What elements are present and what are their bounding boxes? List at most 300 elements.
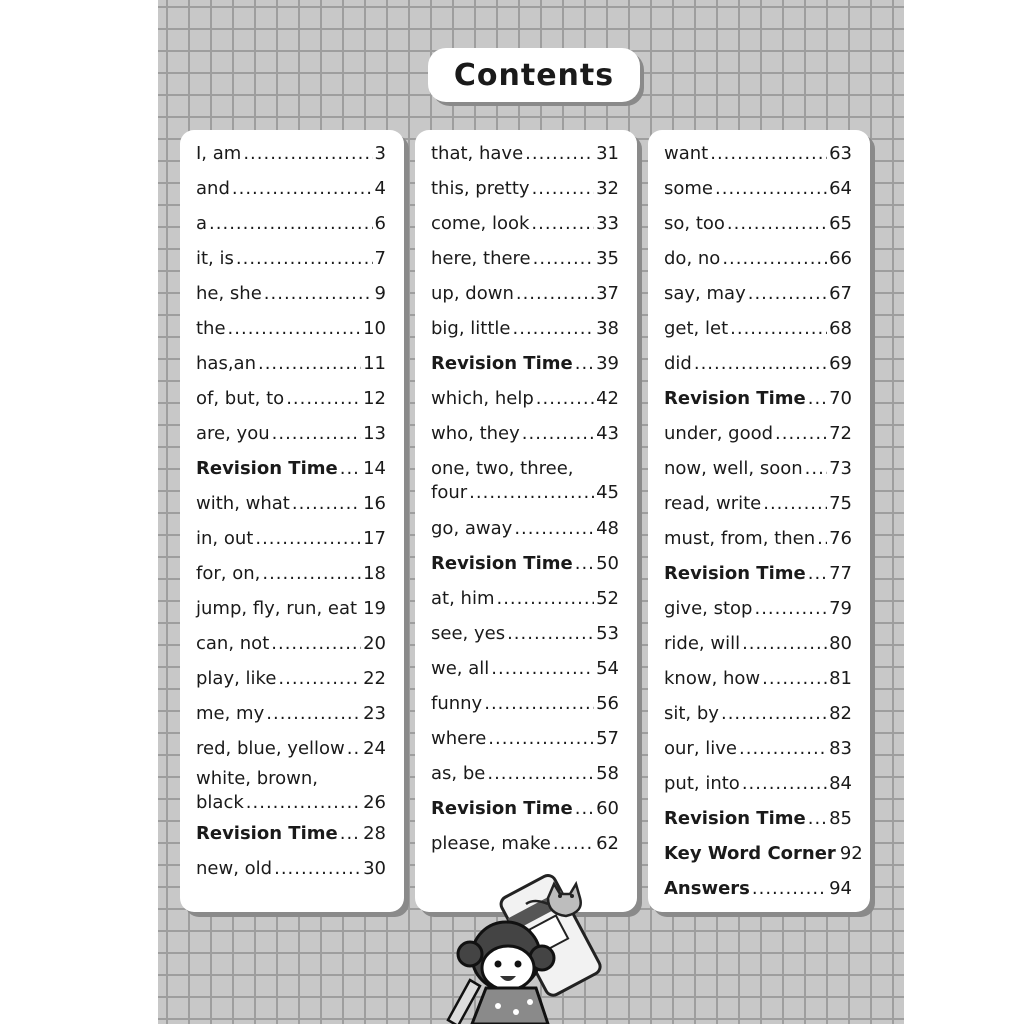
toc-entry-page: 50 bbox=[596, 553, 619, 574]
toc-entry[interactable] bbox=[664, 632, 852, 656]
toc-entry-label: get, let bbox=[664, 318, 729, 339]
toc-entry-label: our, live bbox=[664, 738, 737, 759]
dot-leader bbox=[258, 352, 361, 376]
toc-entry-page: 66 bbox=[829, 248, 852, 269]
toc-entry[interactable] bbox=[664, 352, 852, 376]
toc-entry-row bbox=[431, 622, 619, 646]
toc-entry[interactable] bbox=[196, 597, 386, 621]
toc-entry-page: 18 bbox=[363, 563, 386, 584]
dot-leader bbox=[271, 632, 361, 656]
toc-entry-page: 37 bbox=[596, 283, 619, 304]
toc-entry-page: 56 bbox=[596, 693, 619, 714]
toc-entry[interactable] bbox=[431, 457, 619, 505]
toc-entry-label: Revision Time bbox=[664, 808, 806, 829]
toc-entry-page: 31 bbox=[596, 143, 619, 164]
toc-entry[interactable] bbox=[664, 387, 852, 411]
toc-entry-label: of, but, to bbox=[196, 388, 285, 409]
toc-entry-label: this, pretty bbox=[431, 178, 530, 199]
toc-entry-label: please, make bbox=[431, 833, 551, 854]
toc-entry-page: 33 bbox=[596, 213, 619, 234]
toc-entry-row bbox=[196, 247, 386, 271]
dot-leader bbox=[808, 562, 827, 586]
toc-entry-label: some bbox=[664, 178, 713, 199]
dot-leader bbox=[507, 622, 594, 646]
dot-leader bbox=[752, 877, 827, 901]
toc-entry-label: are, you bbox=[196, 423, 270, 444]
toc-entry-row bbox=[431, 177, 619, 201]
contents-column-2 bbox=[415, 130, 637, 912]
dot-leader bbox=[255, 527, 361, 551]
dot-leader bbox=[209, 212, 373, 236]
dot-leader bbox=[742, 632, 827, 656]
toc-entry-page: 58 bbox=[596, 763, 619, 784]
dot-leader bbox=[487, 762, 594, 786]
toc-entry-label: must, from, then bbox=[664, 528, 816, 549]
toc-entry-page: 80 bbox=[829, 633, 852, 654]
toc-entry[interactable] bbox=[431, 177, 619, 201]
toc-entry-row bbox=[196, 737, 386, 761]
dot-leader bbox=[805, 457, 827, 481]
toc-entry-row bbox=[196, 791, 386, 815]
toc-entry-row bbox=[664, 492, 852, 516]
dot-leader bbox=[817, 527, 827, 551]
toc-entry-label: as, be bbox=[431, 763, 486, 784]
dot-leader bbox=[532, 177, 595, 201]
dot-leader bbox=[575, 797, 594, 821]
toc-entry-page: 76 bbox=[829, 528, 852, 549]
toc-entry[interactable] bbox=[664, 702, 852, 726]
toc-entry-page: 57 bbox=[596, 728, 619, 749]
dot-leader bbox=[514, 517, 594, 541]
dot-leader bbox=[808, 387, 827, 411]
toc-entry[interactable] bbox=[196, 767, 386, 815]
toc-entry-row bbox=[431, 727, 619, 751]
toc-entry-row bbox=[196, 212, 386, 236]
dot-leader bbox=[278, 667, 361, 691]
toc-entry[interactable] bbox=[196, 177, 386, 201]
toc-entry-page: 19 bbox=[363, 598, 386, 619]
toc-entry-label: a bbox=[196, 213, 208, 234]
toc-entry-page: 16 bbox=[363, 493, 386, 514]
toc-entry-page: 24 bbox=[363, 738, 386, 759]
toc-entry[interactable] bbox=[431, 622, 619, 646]
toc-entry-row bbox=[664, 667, 852, 691]
toc-entry-label: black bbox=[196, 792, 244, 813]
toc-entry[interactable] bbox=[664, 212, 852, 236]
girl-with-crayon-and-cat-icon bbox=[440, 860, 640, 1024]
toc-entry-page: 28 bbox=[363, 823, 386, 844]
dot-leader bbox=[715, 177, 827, 201]
toc-entry-row bbox=[431, 552, 619, 576]
toc-entry-page: 77 bbox=[829, 563, 852, 584]
toc-entry-page: 9 bbox=[374, 283, 386, 304]
toc-entry-label: jump, fly, run, eat bbox=[196, 598, 358, 619]
toc-entry-row bbox=[196, 562, 386, 586]
dot-leader bbox=[775, 422, 827, 446]
toc-entry-row bbox=[431, 422, 619, 446]
dot-leader bbox=[491, 657, 594, 681]
toc-entry-row bbox=[431, 142, 619, 166]
toc-entry[interactable] bbox=[431, 247, 619, 271]
dot-leader bbox=[292, 492, 361, 516]
toc-entry[interactable] bbox=[196, 387, 386, 411]
toc-entry-label: for, on, bbox=[196, 563, 261, 584]
toc-entry-label: now, well, soon bbox=[664, 458, 803, 479]
toc-entry-row bbox=[196, 142, 386, 166]
toc-entry-label: red, blue, yellow bbox=[196, 738, 345, 759]
toc-entry-row bbox=[664, 177, 852, 201]
toc-entry-page: 94 bbox=[829, 878, 852, 899]
toc-entry-label: give, stop bbox=[664, 598, 753, 619]
dot-leader bbox=[522, 422, 594, 446]
dot-leader bbox=[359, 597, 361, 621]
toc-entry-row bbox=[664, 877, 852, 901]
toc-entry[interactable] bbox=[196, 527, 386, 551]
toc-entry-label: Revision Time bbox=[196, 823, 338, 844]
toc-entry-page: 4 bbox=[374, 178, 386, 199]
toc-entry-row bbox=[664, 702, 852, 726]
toc-entry-label: where bbox=[431, 728, 487, 749]
toc-entry[interactable] bbox=[196, 632, 386, 656]
toc-entry-row bbox=[196, 702, 386, 726]
toc-entry-row bbox=[196, 422, 386, 446]
toc-entry-page: 11 bbox=[363, 353, 386, 374]
toc-entry-label: do, no bbox=[664, 248, 721, 269]
toc-entry-row bbox=[431, 247, 619, 271]
toc-entry-row bbox=[664, 807, 852, 831]
toc-entry-page: 75 bbox=[829, 493, 852, 514]
toc-entry[interactable] bbox=[196, 142, 386, 166]
toc-entry-label: read, write bbox=[664, 493, 762, 514]
dot-leader bbox=[525, 142, 594, 166]
toc-entry-label: up, down bbox=[431, 283, 514, 304]
toc-entry-page: 60 bbox=[596, 798, 619, 819]
toc-entry[interactable] bbox=[431, 657, 619, 681]
toc-entry-row bbox=[664, 142, 852, 166]
toc-entry[interactable] bbox=[664, 317, 852, 341]
toc-entry[interactable] bbox=[431, 142, 619, 166]
toc-entry-page: 63 bbox=[829, 143, 852, 164]
toc-entry-page: 62 bbox=[596, 833, 619, 854]
toc-entry-label: I, am bbox=[196, 143, 242, 164]
toc-entry-label: Revision Time bbox=[431, 553, 573, 574]
toc-entry-label: Revision Time bbox=[664, 563, 806, 584]
toc-entry-row bbox=[431, 387, 619, 411]
toc-entry-row bbox=[664, 282, 852, 306]
toc-entry-page: 20 bbox=[363, 633, 386, 654]
toc-entry-row bbox=[664, 352, 852, 376]
toc-entry-label: Key Word Corner bbox=[664, 843, 836, 864]
toc-entry-row bbox=[664, 597, 852, 621]
toc-entry-row bbox=[664, 212, 852, 236]
toc-entry-row bbox=[431, 692, 619, 716]
dot-leader bbox=[340, 822, 361, 846]
toc-entry[interactable] bbox=[196, 247, 386, 271]
dot-leader bbox=[742, 772, 827, 796]
toc-entry-page: 72 bbox=[829, 423, 852, 444]
toc-entry-page: 69 bbox=[829, 353, 852, 374]
toc-entry-row bbox=[664, 562, 852, 586]
toc-entry-page: 39 bbox=[596, 353, 619, 374]
toc-entry-label: Answers bbox=[664, 878, 750, 899]
toc-entry[interactable] bbox=[664, 527, 852, 551]
dot-leader bbox=[347, 737, 361, 761]
toc-entry-row bbox=[196, 282, 386, 306]
toc-entry-label: under, good bbox=[664, 423, 774, 444]
toc-entry[interactable] bbox=[196, 457, 386, 481]
toc-entry-page: 73 bbox=[829, 458, 852, 479]
toc-entry-label: at, him bbox=[431, 588, 495, 609]
toc-entry-page: 84 bbox=[829, 773, 852, 794]
toc-entry[interactable] bbox=[664, 282, 852, 306]
toc-entry-row bbox=[664, 422, 852, 446]
toc-entry-row bbox=[196, 822, 386, 846]
toc-entry-row bbox=[664, 247, 852, 271]
dot-leader bbox=[748, 282, 827, 306]
dot-leader bbox=[513, 317, 595, 341]
toc-entry-label: know, how bbox=[664, 668, 761, 689]
toc-entry-row bbox=[196, 667, 386, 691]
toc-entry-row bbox=[196, 492, 386, 516]
toc-entry[interactable] bbox=[431, 832, 619, 856]
toc-entry-row bbox=[196, 857, 386, 881]
toc-entry-label: Revision Time bbox=[664, 388, 806, 409]
dot-leader bbox=[484, 692, 594, 716]
toc-entry[interactable] bbox=[431, 762, 619, 786]
toc-entry-page: 42 bbox=[596, 388, 619, 409]
dot-leader bbox=[488, 727, 594, 751]
toc-entry-page: 6 bbox=[374, 213, 386, 234]
toc-entry[interactable] bbox=[196, 702, 386, 726]
dot-leader bbox=[243, 142, 372, 166]
toc-entry-page: 35 bbox=[596, 248, 619, 269]
dot-leader bbox=[469, 481, 594, 505]
toc-entry-page: 53 bbox=[596, 623, 619, 644]
toc-entry-row bbox=[664, 317, 852, 341]
toc-entry-label: Revision Time bbox=[431, 798, 573, 819]
toc-entry[interactable] bbox=[196, 212, 386, 236]
dot-leader bbox=[694, 352, 827, 376]
toc-entry-page: 45 bbox=[596, 482, 619, 503]
dot-leader bbox=[236, 247, 373, 271]
toc-entry-row bbox=[196, 632, 386, 656]
toc-entry-label: see, yes bbox=[431, 623, 506, 644]
dot-leader bbox=[721, 702, 827, 726]
toc-entry-page: 52 bbox=[596, 588, 619, 609]
toc-entry[interactable] bbox=[664, 667, 852, 691]
toc-entry-page: 30 bbox=[363, 858, 386, 879]
dot-leader bbox=[531, 212, 594, 236]
toc-entry-label: the bbox=[196, 318, 226, 339]
toc-entry[interactable] bbox=[196, 667, 386, 691]
toc-entry[interactable] bbox=[664, 457, 852, 481]
toc-entry-page: 14 bbox=[363, 458, 386, 479]
toc-entry-label: in, out bbox=[196, 528, 254, 549]
toc-entry[interactable] bbox=[664, 737, 852, 761]
toc-entry-page: 10 bbox=[363, 318, 386, 339]
toc-entry-page: 85 bbox=[829, 808, 852, 829]
toc-entry-page: 83 bbox=[829, 738, 852, 759]
toc-entry[interactable] bbox=[431, 517, 619, 541]
toc-entry-page: 13 bbox=[363, 423, 386, 444]
toc-entry[interactable] bbox=[664, 142, 852, 166]
toc-entry[interactable] bbox=[431, 352, 619, 376]
toc-entry-label: me, my bbox=[196, 703, 265, 724]
dot-leader bbox=[575, 352, 594, 376]
toc-entry-label: new, old bbox=[196, 858, 273, 879]
dot-leader bbox=[286, 387, 361, 411]
toc-entry[interactable] bbox=[431, 587, 619, 611]
toc-entry-label: he, she bbox=[196, 283, 262, 304]
toc-entry-label: funny bbox=[431, 693, 483, 714]
toc-entry-row bbox=[431, 587, 619, 611]
toc-entry-row bbox=[664, 842, 863, 866]
toc-entry[interactable] bbox=[664, 247, 852, 271]
toc-entry-row bbox=[664, 527, 852, 551]
toc-entry-page: 43 bbox=[596, 423, 619, 444]
page-title: Contents bbox=[453, 57, 615, 93]
toc-entry-page: 32 bbox=[596, 178, 619, 199]
toc-entry-label: four bbox=[431, 482, 468, 503]
dot-leader bbox=[808, 807, 827, 831]
toc-entry[interactable] bbox=[664, 492, 852, 516]
toc-entry-page: 3 bbox=[374, 143, 386, 164]
dot-leader bbox=[246, 791, 361, 815]
toc-entry[interactable] bbox=[664, 772, 852, 796]
toc-entry[interactable] bbox=[664, 177, 852, 201]
toc-entry[interactable] bbox=[431, 282, 619, 306]
toc-entry-row bbox=[431, 282, 619, 306]
toc-entry-row bbox=[664, 737, 852, 761]
toc-entry[interactable] bbox=[431, 317, 619, 341]
toc-entry[interactable] bbox=[196, 282, 386, 306]
toc-entry[interactable] bbox=[431, 692, 619, 716]
toc-entry-row bbox=[664, 387, 852, 411]
toc-entry-page: 79 bbox=[829, 598, 852, 619]
toc-entry-label: so, too bbox=[664, 213, 725, 234]
toc-entry-page: 38 bbox=[596, 318, 619, 339]
toc-entry-row bbox=[431, 832, 619, 856]
dot-leader bbox=[272, 422, 361, 446]
dot-leader bbox=[727, 212, 827, 236]
toc-entry[interactable] bbox=[664, 597, 852, 621]
title-banner bbox=[428, 48, 640, 102]
toc-entry-row bbox=[431, 657, 619, 681]
toc-entry-label: who, they bbox=[431, 423, 520, 444]
toc-entry-row bbox=[196, 597, 386, 621]
dot-leader bbox=[340, 457, 361, 481]
dot-leader bbox=[228, 317, 362, 341]
toc-entry[interactable] bbox=[196, 317, 386, 341]
dot-leader bbox=[763, 492, 827, 516]
toc-entry[interactable] bbox=[664, 422, 852, 446]
toc-entry-row bbox=[664, 632, 852, 656]
toc-entry[interactable] bbox=[431, 212, 619, 236]
toc-entry[interactable] bbox=[664, 807, 852, 831]
toc-entry[interactable] bbox=[431, 387, 619, 411]
toc-entry-page: 81 bbox=[829, 668, 852, 689]
toc-entry-page: 64 bbox=[829, 178, 852, 199]
dot-leader bbox=[266, 702, 361, 726]
toc-entry[interactable] bbox=[196, 562, 386, 586]
dot-leader bbox=[710, 142, 827, 166]
contents-column-1 bbox=[180, 130, 404, 912]
toc-entry-row bbox=[431, 517, 619, 541]
toc-entry-label: can, not bbox=[196, 633, 270, 654]
toc-entry-row bbox=[196, 352, 386, 376]
toc-entry[interactable] bbox=[196, 857, 386, 881]
toc-entry[interactable] bbox=[196, 737, 386, 761]
dot-leader bbox=[730, 317, 827, 341]
toc-entry[interactable] bbox=[431, 727, 619, 751]
toc-entry[interactable] bbox=[664, 842, 863, 866]
toc-entry[interactable] bbox=[196, 352, 386, 376]
toc-entry-label: which, help bbox=[431, 388, 534, 409]
toc-entry[interactable] bbox=[431, 797, 619, 821]
toc-entry-row bbox=[196, 387, 386, 411]
toc-entry-page: 26 bbox=[363, 792, 386, 813]
toc-entry-row bbox=[431, 762, 619, 786]
toc-entry-label: with, what bbox=[196, 493, 290, 514]
toc-entry-row bbox=[431, 212, 619, 236]
toc-entry-label: big, little bbox=[431, 318, 511, 339]
toc-entry-label-line1: one, two, three, bbox=[431, 458, 574, 479]
dot-leader bbox=[496, 587, 594, 611]
dot-leader bbox=[762, 667, 827, 691]
toc-entry-label: want bbox=[664, 143, 709, 164]
toc-entry-row bbox=[431, 317, 619, 341]
toc-entry-page: 48 bbox=[596, 518, 619, 539]
toc-entry[interactable] bbox=[196, 492, 386, 516]
toc-entry-page: 17 bbox=[363, 528, 386, 549]
toc-entry-page: 70 bbox=[829, 388, 852, 409]
toc-entry[interactable] bbox=[196, 822, 386, 846]
toc-entry[interactable] bbox=[196, 422, 386, 446]
toc-entry-label: put, into bbox=[664, 773, 740, 794]
toc-entry-page: 92 bbox=[839, 843, 863, 864]
toc-entry-row bbox=[196, 457, 386, 481]
toc-entry-row bbox=[664, 772, 852, 796]
toc-entry-label: and bbox=[196, 178, 230, 199]
toc-entry-row bbox=[196, 317, 386, 341]
toc-entry-label: ride, will bbox=[664, 633, 741, 654]
dot-leader bbox=[533, 247, 594, 271]
dot-leader bbox=[232, 177, 373, 201]
toc-entry-row bbox=[664, 457, 852, 481]
toc-entry-page: 68 bbox=[829, 318, 852, 339]
toc-entry-label: we, all bbox=[431, 658, 490, 679]
dot-leader bbox=[754, 597, 827, 621]
toc-entry[interactable] bbox=[431, 422, 619, 446]
toc-entry-page: 82 bbox=[829, 703, 852, 724]
toc-entry-label: it, is bbox=[196, 248, 234, 269]
dot-leader bbox=[722, 247, 827, 271]
toc-entry[interactable] bbox=[431, 552, 619, 576]
dot-leader bbox=[553, 832, 594, 856]
toc-entry-row bbox=[431, 352, 619, 376]
toc-entry-label: say, may bbox=[664, 283, 746, 304]
toc-entry-page: 23 bbox=[363, 703, 386, 724]
toc-entry-row bbox=[196, 177, 386, 201]
toc-entry-page: 65 bbox=[829, 213, 852, 234]
toc-entry-page: 12 bbox=[363, 388, 386, 409]
toc-entry-page: 67 bbox=[829, 283, 852, 304]
toc-entry-label: Revision Time bbox=[431, 353, 573, 374]
toc-entry[interactable] bbox=[664, 562, 852, 586]
toc-entry[interactable] bbox=[664, 877, 852, 901]
toc-entry-page: 54 bbox=[596, 658, 619, 679]
dot-leader bbox=[274, 857, 361, 881]
